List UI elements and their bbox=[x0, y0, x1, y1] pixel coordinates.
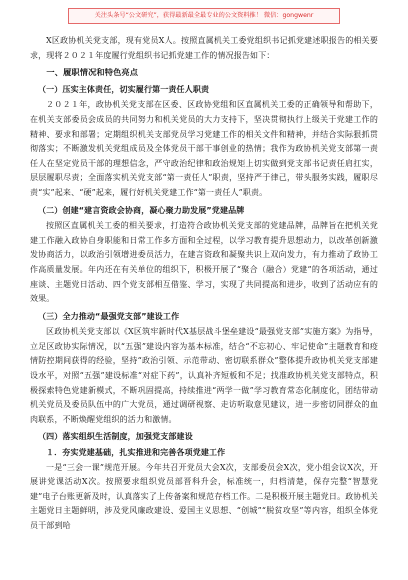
subsection-heading-4: （四）落实组织生活制度，加强党支部建设 bbox=[38, 432, 193, 442]
subsection-2-paragraph: 按照区直属机关工委的相关要求，打造符合政协机关党支部的党建品牌，品牌旨在把机关党建工作融入政协自身职能和日常工作多方面和全过程，以学习教育提升思想动力，以改革创新激发协商活力，以政治引领增进委员活力，在建言资政和凝聚共识上双向发力，有力推动了政协工作高质量发展。年内还在有关单位的组织下，积极开展了“聚合（融合）党建”的各项活动，通过座谈、主题党日活动、四个党支部相互借鉴、学习，实现了共同提高和进步，收到了活动应有的效果。 bbox=[30, 221, 378, 304]
intro-paragraph: X区政协机关党支部，现有党员X人。按照直属机关工委党组织书记抓党建述职报告的相关要求，现将２０２１年度履行党组织书记抓党建工作的情况报告如下： bbox=[30, 36, 378, 60]
subsection-heading-2: （二）创建“建言资政会协商，凝心聚力助发展”党建品牌 bbox=[38, 205, 245, 215]
section-heading: 一、履职情况和特色亮点 bbox=[46, 67, 139, 78]
document-body bbox=[30, 34, 378, 534]
subsection-heading-1: （一）压实主体责任，切实履行第一责任人职责 bbox=[38, 84, 210, 94]
top-notice-banner: 关注头条号“公文研究”，获得最新最全最专业的公文资料推！ 微信：gongwenr bbox=[68, 8, 340, 24]
subsection-heading-3: （三）全力推动“最强党支部”建设工作 bbox=[38, 311, 180, 321]
item-heading-4-1: １．夯实党建基础，扎实推进和完善各项党建工作 bbox=[46, 448, 226, 458]
subsection-1-paragraph: ２０２１年，政协机关党支部在区委、区政协党组和区直属机关工委的正确领导和帮助下，在机关支部委员会成员的共同努力和机关党员的大力支持下，坚决贯彻执行上级关于党建工作的精神、要求和部署；定期组织机关支部党员学习党建工作的相关文件和精神，并结合实际狠抓贯彻落实；不断激发机关党组成员及全体党员干部干事创业的热情；我作为政协机关党支部第一责任人在坚定党员干部的理想信念，严守政治纪律和政治规矩上切实做到党支部书记责任肩扛实，层层履职尽责；全面落实机关党支部“第一责任人”职责，坚持严于律己，带头服务实践，履职尽责“实”起来、“硬”起来，履行好机关党建工作“第一责任人”职责。 bbox=[30, 100, 378, 197]
item-4-1-paragraph: 一是“三会一课”规范开展。今年共召开党员大会X次，支部委员会X次，党小组会议X次，开展讲党课活动X次。按照要求组织党员部晋科升会，标准统一，归档清楚，保存完整“智慧党建”电子台账更新及时，认真落实了上传备案和规范存档工作。二是积极开展主题党日。政协机关主题党日主题鲜明，涉及党风廉政建设、爱国主义思想、“创城”“脱贫攻坚”等内容，组织全体党员干部到哈 bbox=[30, 462, 378, 530]
subsection-3-paragraph: 区政协机关党支部以《X区筑牢新时代X基层战斗堡垒建设“最强党支部”实施方案》为指导，立足区政协实际情况，以“五强”建设内容为基本标准，结合“不忘初心、牢记使命”主题教育和疫情防控期间获得的经验，坚持“政治引领、示范带动、密切联系群众”整体提升政协机关党支部建设水平，对照“五强”建设标准“对症下药”，认真补齐短板和不足；找准政协机关党支部特点，积极探索特色党建新模式，不断巩固提高，持续推进“两学一做”学习教育常态化制度化，团结带动机关党员及委员队伍中的广大党员，通过调研视察、走访听取意见建议，进一步密切同群众的血肉联系，不断焕醒党组织的活力和激情。 bbox=[30, 327, 378, 424]
